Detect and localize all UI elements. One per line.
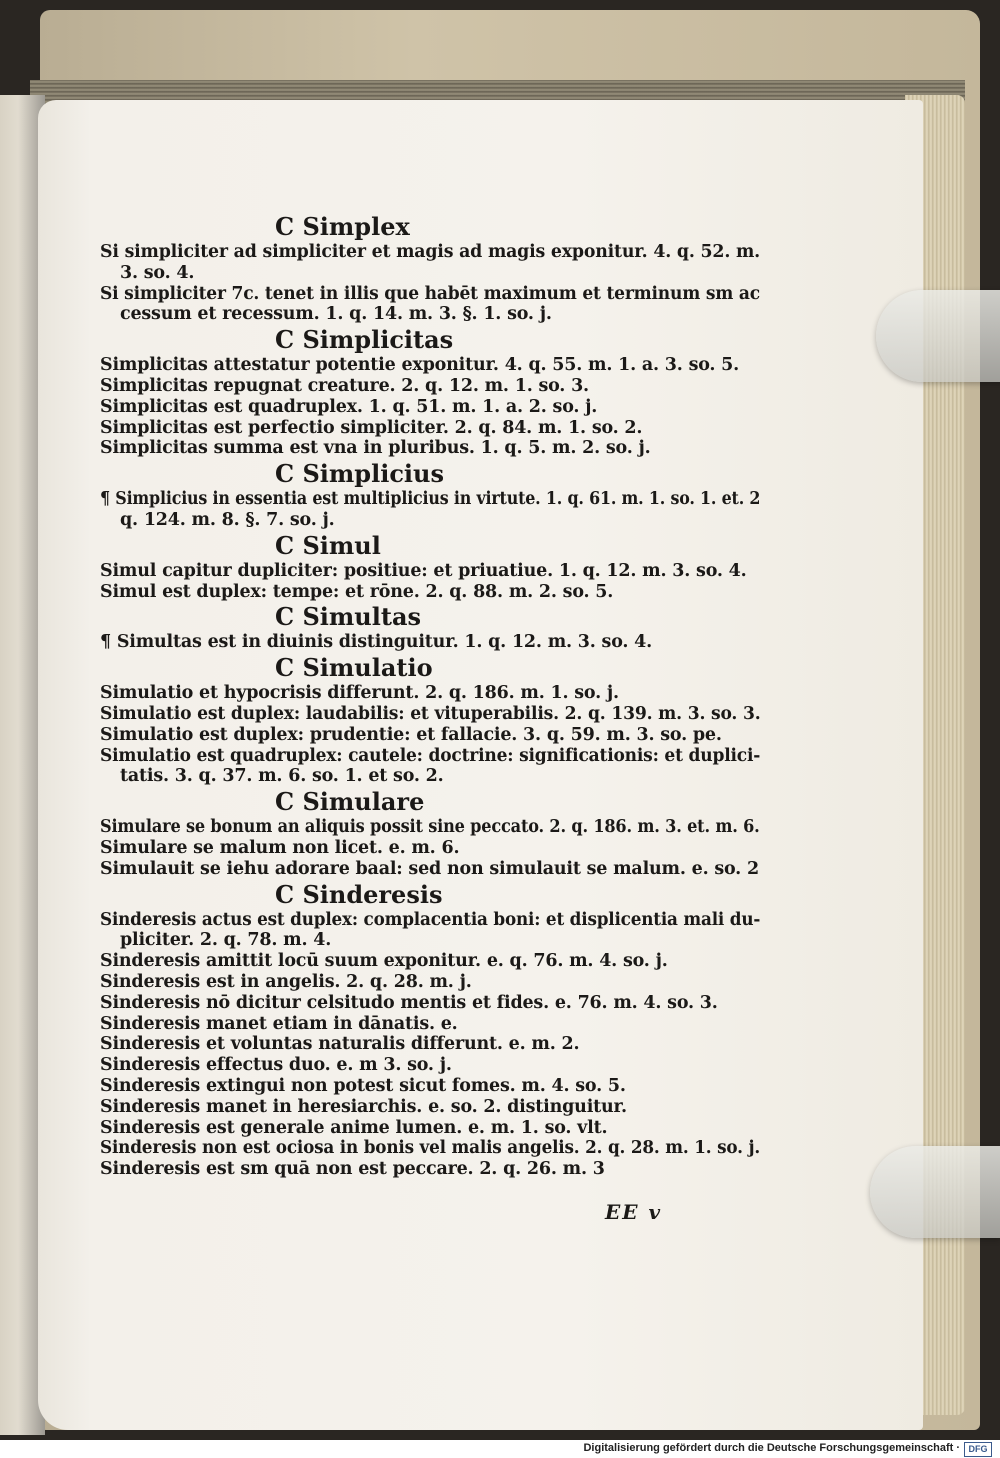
footer-bar xyxy=(0,1440,1000,1458)
funding-credit: Digitalisierung gefördert durch die Deutsche Forschungsgemeinschaft · xyxy=(583,1442,960,1454)
entry-line: Sinderesis amittit locū suum exponitur. e. q. 76. m. 4. so. j. xyxy=(100,951,668,972)
entry-line: Sinderesis extingui non potest sicut fomes. m. 4. so. 5. xyxy=(100,1075,626,1096)
entry-continuation: 3. so. 4. xyxy=(120,262,195,283)
entry-line: Sinderesis est sm quā non est peccare. 2. q. 26. m. 3 xyxy=(100,1159,605,1180)
entry-line: Simulatio et hypocrisis differunt. 2. q. 186. m. 1. so. j. xyxy=(100,683,619,704)
entry-line: Sinderesis manet in heresiarchis. e. so. 2. distinguitur. xyxy=(100,1096,627,1117)
entry-line: Simulatio est duplex: laudabilis: et vituperabilis. 2. q. 139. m. 3. so. 3. xyxy=(100,703,761,724)
entry-heading: C Simplex xyxy=(275,212,410,241)
signature-mark: EE v xyxy=(605,1200,663,1224)
entry-line: Simulare se bonum an aliquis possit sine peccato. 2. q. 186. m. 3. et. m. 6. xyxy=(100,817,760,838)
page-clip-bottom xyxy=(870,1146,1000,1238)
entry-heading: C Simplicitas xyxy=(275,325,454,355)
entry-line: Sinderesis manet etiam in dānatis. e. xyxy=(100,1013,458,1034)
entry-continuation: q. 124. m. 8. §. 7. so. j. xyxy=(120,509,335,530)
entry-line: Si simpliciter 7c. tenet in illis que habēt maximum et terminum sm ac xyxy=(100,283,761,304)
entry-line: Si simpliciter ad simpliciter et magis ad magis exponitur. 4. q. 52. m. xyxy=(100,242,761,262)
entry-line: Simplicitas summa est vna in pluribus. 1. q. 5. m. 2. so. j. xyxy=(100,438,651,459)
entry-heading: C Simulatio xyxy=(275,653,433,683)
entry-line: Sinderesis actus est duplex: complacentia boni: et displicentia mali du- xyxy=(100,909,761,930)
entry-continuation: tatis. 3. q. 37. m. 6. so. 1. et so. 2. xyxy=(120,766,444,787)
dfg-logo: DFG xyxy=(964,1442,992,1457)
entry-heading: C Sinderesis xyxy=(275,879,443,909)
entry-line: Simulauit se iehu adorare baal: sed non simulauit se malum. e. so. 2 xyxy=(100,858,759,879)
entry-line: Simplicitas attestatur potentie exponitur. 4. q. 55. m. 1. a. 3. so. 5. xyxy=(100,355,740,376)
index-text xyxy=(100,212,760,1180)
entry-line: Simplicitas est perfectio simpliciter. 2. q. 84. m. 1. so. 2. xyxy=(100,417,643,438)
entry-line: Sinderesis est in angelis. 2. q. 28. m. j. xyxy=(100,971,472,992)
entry-line: Sinderesis et voluntas naturalis differunt. e. m. 2. xyxy=(100,1034,580,1055)
entry-line: Simulare se malum non licet. e. m. 6. xyxy=(100,837,460,858)
entry-line: Sinderesis est generale anime lumen. e. m. 1. so. vlt. xyxy=(100,1117,608,1138)
entry-line: Simul capitur dupliciter: positiue: et priuatiue. 1. q. 12. m. 3. so. 4. xyxy=(100,560,747,581)
entry-line: Simulatio est duplex: prudentie: et fallacie. 3. q. 59. m. 3. so. pe. xyxy=(100,724,722,745)
entry-line: ¶ Simplicius in essentia est multiplicius in virtute. 1. q. 61. m. 1. so. 1. et. 2 xyxy=(100,489,761,510)
entry-heading: C Simplicius xyxy=(275,459,445,489)
entry-line: Sinderesis nō dicitur celsitudo mentis et fides. e. 76. m. 4. so. 3. xyxy=(100,992,718,1013)
entry-line: Simul est duplex: tempe: et rōne. 2. q. 88. m. 2. so. 5. xyxy=(100,581,614,602)
entry-line: Sinderesis non est ociosa in bonis vel malis angelis. 2. q. 28. m. 1. so. j. xyxy=(100,1138,761,1159)
entry-line: Simplicitas repugnat creature. 2. q. 12. m. 1. so. 3. xyxy=(100,375,589,396)
entry-continuation: pliciter. 2. q. 78. m. 4. xyxy=(120,930,332,951)
page-clip-top xyxy=(876,290,1000,382)
entry-heading: C Simul xyxy=(275,530,381,560)
entry-line: ¶ Simultas est in diuinis distinguitur. 1. q. 12. m. 3. so. 4. xyxy=(100,632,653,653)
entry-line: Sinderesis effectus duo. e. m 3. so. j. xyxy=(100,1055,452,1076)
entry-line: Simulatio est quadruplex: cautele: doctrine: significationis: et duplici- xyxy=(100,745,761,766)
entry-heading: C Simulare xyxy=(275,787,425,817)
entry-line: Simplicitas est quadruplex. 1. q. 51. m. 1. a. 2. so. j. xyxy=(100,396,598,417)
entry-continuation: cessum et recessum. 1. q. 14. m. 3. §. 1. so. j. xyxy=(120,304,552,325)
entry-heading: C Simultas xyxy=(275,602,422,632)
